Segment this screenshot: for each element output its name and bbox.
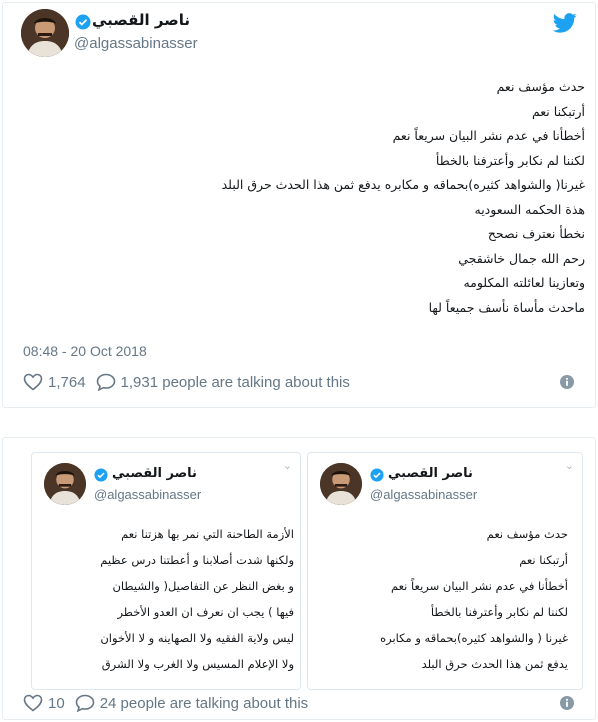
tweet-line: أرتبكنا نعم	[519, 553, 568, 567]
heart-icon[interactable]	[23, 373, 43, 391]
info-icon[interactable]	[560, 375, 574, 389]
display-name[interactable]: ناصر القصبي	[388, 466, 473, 481]
tweet-text	[25, 75, 585, 320]
avatar[interactable]	[320, 463, 362, 505]
tweet-actions	[23, 694, 308, 712]
tweet-actions	[23, 373, 350, 391]
tweet-line: يدفع ثمن هذا الحدث حرق البلد	[421, 657, 568, 671]
tweet-line: ولكنها شدت أصلابنا و أعطتنا درس عظيم	[100, 553, 294, 567]
tweet-line: هذة الحكمه السعوديه	[474, 201, 585, 217]
tweet-line: نخطأ نعترف نصحح	[487, 226, 585, 241]
info-icon[interactable]	[560, 696, 574, 710]
quoted-tweet-left[interactable]	[31, 452, 301, 690]
quoted-tweets-card	[2, 437, 596, 720]
tweet-line: فيها ) يجب ان نعرف ان العدو الأخطر	[117, 605, 294, 619]
timestamp[interactable]: 08:48 - 20 Oct 2018	[23, 343, 147, 359]
tweet-line: ليس ولاية الفقيه ولا الصهاينه و لا الأخوان	[100, 631, 294, 645]
main-tweet-card	[2, 2, 596, 408]
chevron-down-icon[interactable]: ⌄	[564, 459, 574, 472]
like-count[interactable]: 1,764	[48, 373, 86, 391]
verified-badge-icon	[75, 14, 91, 30]
handle[interactable]: @algassabinasser	[74, 35, 198, 52]
tweet-line: غيرنا ( والشواهد كثيره)بحماقه و مكابره	[380, 631, 568, 645]
like-count[interactable]: 10	[48, 694, 65, 712]
tweet-text	[38, 521, 294, 677]
tweet-line: حدث مؤسف نعم	[486, 527, 568, 541]
tweet-line: ولا الإعلام المسيس ولا الغرب ولا الشرق	[101, 657, 294, 671]
verified-badge-icon	[370, 468, 384, 482]
tweet-line: وتعازينا لعائلته المكلومه	[463, 275, 585, 290]
tweet-line: ماحدث مأساة نأسف جميعاً لها	[428, 299, 585, 315]
chevron-down-icon[interactable]: ⌄	[282, 459, 292, 472]
conversation-text[interactable]: 24 people are talking about this	[99, 694, 309, 712]
heart-icon[interactable]	[23, 694, 43, 712]
reply-icon[interactable]	[96, 373, 116, 391]
display-name[interactable]: ناصر القصبي	[112, 466, 197, 481]
tweet-line: أخطأنا في عدم نشر البيان سريعاً نعم	[390, 579, 568, 593]
tweet-line: حدث مؤسف نعم	[496, 79, 585, 94]
tweet-line: الأزمة الطاحنة التي نمر بها هزتنا نعم	[121, 527, 294, 541]
reply-icon[interactable]	[75, 694, 95, 712]
tweet-text	[312, 521, 568, 677]
tweet-line: أرتبكنا نعم	[531, 103, 585, 119]
twitter-bird-icon[interactable]	[553, 13, 577, 33]
tweet-line: و بغض النظر عن التفاصيل( والشيطان	[112, 579, 294, 593]
avatar[interactable]	[44, 463, 86, 505]
tweet-line: لكننا لم نكابر وأعترفنا بالخطأ	[430, 605, 568, 619]
tweet-line: أخطأنا في عدم نشر البيان سريعاً نعم	[392, 128, 585, 143]
avatar[interactable]	[21, 9, 69, 57]
conversation-text[interactable]: 1,931 people are talking about this	[120, 373, 350, 391]
quoted-tweet-right[interactable]	[307, 452, 583, 690]
tweet-line: لكننا لم نكابر وأعترفنا بالخطأ	[435, 152, 585, 168]
display-name[interactable]: ناصر القصبي	[92, 11, 190, 29]
tweet-line: غيرنا( والشواهد كثيره)بحماقه و مكابره يدفع ثمن هذا الحدث حرق البلد	[221, 177, 585, 192]
tweet-line: رحم الله جمال خاشقجي	[458, 250, 585, 266]
verified-badge-icon	[94, 468, 108, 482]
handle[interactable]: @algassabinasser	[94, 487, 202, 502]
handle[interactable]: @algassabinasser	[370, 487, 478, 502]
